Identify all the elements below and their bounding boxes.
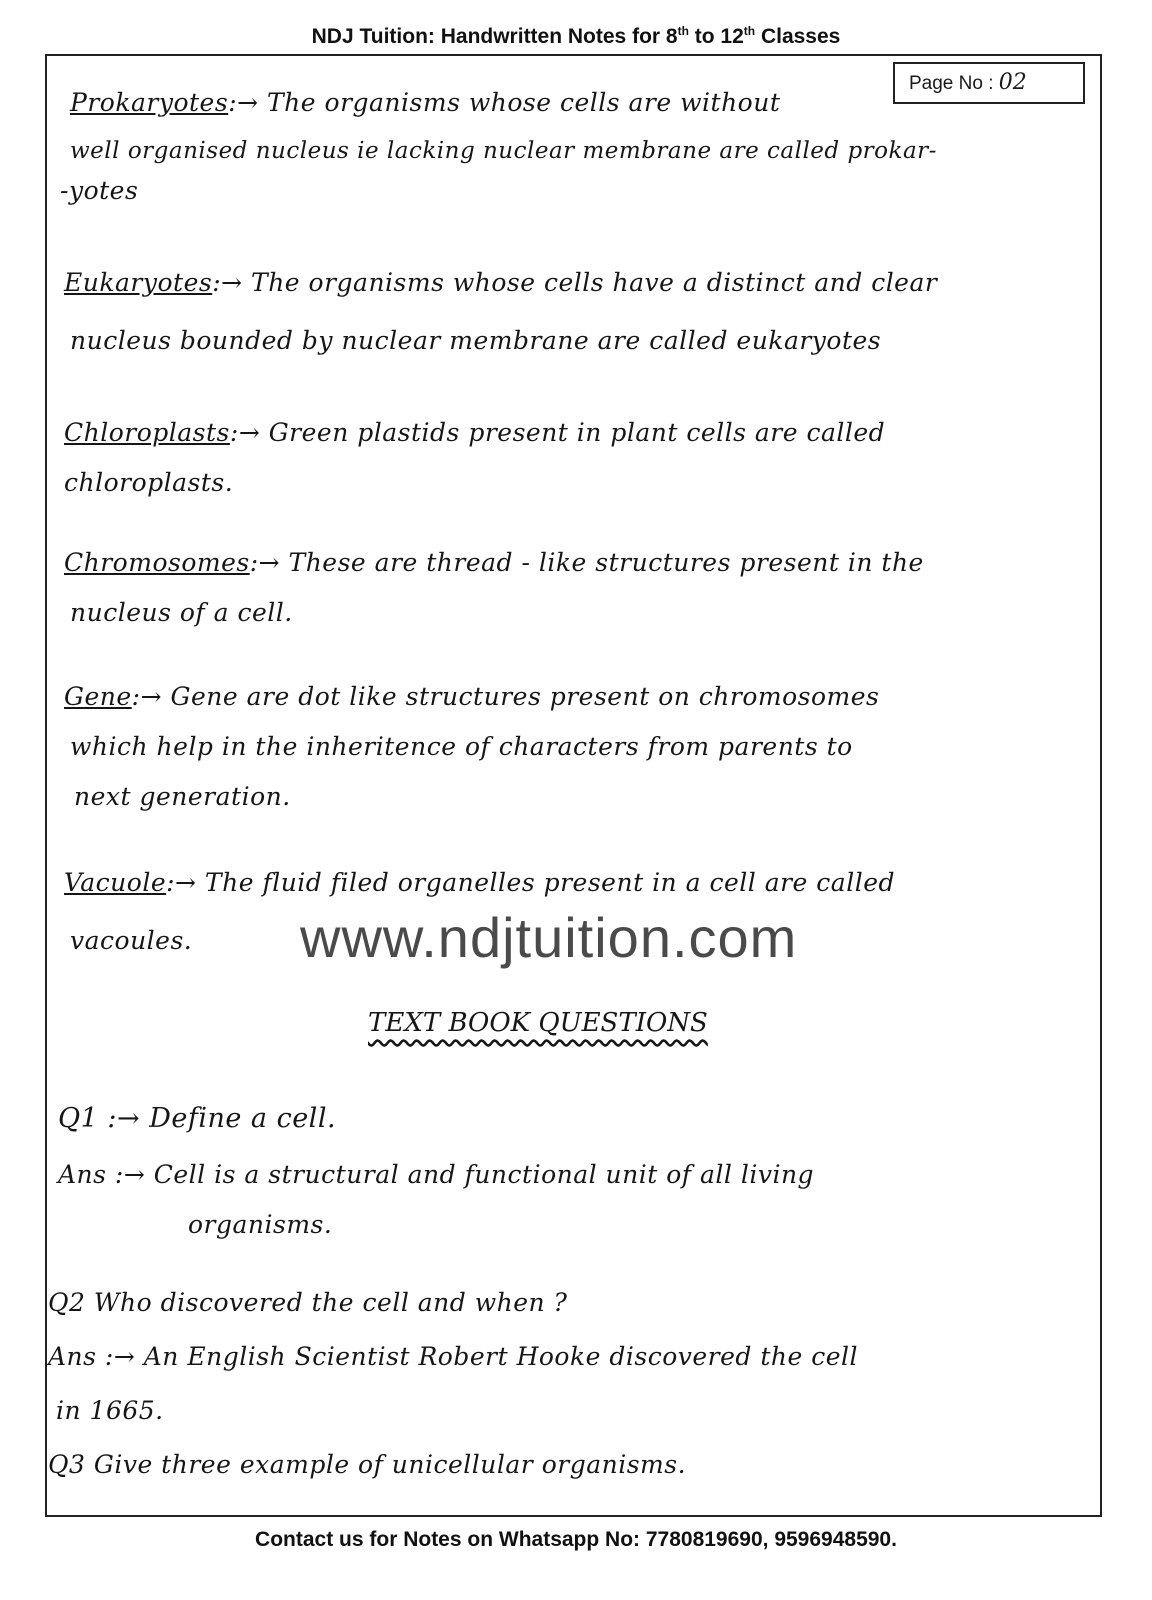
definition-text: :→ The organisms whose cells have a distinct and clear bbox=[212, 268, 938, 297]
definition-prokaryotes-line-1 bbox=[70, 88, 780, 118]
answer-2-line-1: Ans :→ An English Scientist Robert Hooke discovered the cell bbox=[48, 1342, 859, 1371]
term-chloroplasts: Chloroplasts bbox=[64, 418, 230, 447]
definition-gene-line-2: which help in the inheritence of characters from parents to bbox=[70, 732, 853, 761]
definition-text: :→ These are thread - like structures present in the bbox=[249, 548, 924, 577]
definition-chloroplasts-line-2: chloroplasts. bbox=[64, 468, 234, 497]
page-footer: Contact us for Notes on Whatsapp No: 7780819690, 9596948590. bbox=[255, 1528, 897, 1551]
definition-prokaryotes-line-3: -yotes bbox=[60, 176, 139, 205]
header-sup-1: th bbox=[677, 24, 689, 38]
definition-text: :→ The fluid filed organelles present in a cell are called bbox=[166, 868, 895, 897]
definition-chloroplasts-line-1 bbox=[64, 418, 885, 448]
header-title-pre: NDJ Tuition: Handwritten Notes for 8 bbox=[311, 25, 678, 48]
definition-chromosomes-line-2: nucleus of a cell. bbox=[70, 598, 293, 627]
term-vacuole: Vacuole bbox=[64, 868, 167, 897]
answer-1-line-2: organisms. bbox=[188, 1210, 333, 1239]
question-3: Q3 Give three example of unicellular organisms. bbox=[48, 1450, 687, 1479]
page-number-label: Page No : bbox=[909, 73, 994, 94]
definition-chromosomes-line-1 bbox=[64, 548, 924, 578]
definition-vacuole-line-2: vacoules. bbox=[70, 926, 193, 955]
header-title-post: Classes bbox=[755, 25, 841, 48]
website-watermark: www.ndjtuition.com bbox=[300, 906, 798, 969]
question-1: Q1 :→ Define a cell. bbox=[58, 1103, 337, 1134]
header-sup-2: th bbox=[743, 24, 756, 38]
term-eukaryotes: Eukaryotes bbox=[64, 268, 213, 297]
definition-eukaryotes-line-2: nucleus bounded by nuclear membrane are called eukaryotes bbox=[70, 326, 882, 355]
page-number-box bbox=[893, 62, 1085, 104]
term-chromosomes: Chromosomes bbox=[64, 548, 250, 577]
term-gene: Gene bbox=[64, 682, 132, 711]
definition-eukaryotes-line-1 bbox=[64, 268, 937, 298]
answer-2-line-2: in 1665. bbox=[56, 1396, 164, 1425]
definition-vacuole-line-1 bbox=[64, 868, 895, 898]
question-2: Q2 Who discovered the cell and when ? bbox=[48, 1288, 568, 1317]
page-number-value: 02 bbox=[998, 70, 1027, 95]
definition-gene-line-3: next generation. bbox=[74, 782, 291, 811]
definition-gene-line-1 bbox=[64, 682, 879, 712]
definition-text: :→ The organisms whose cells are without bbox=[228, 88, 781, 117]
answer-1-line-1: Ans :→ Cell is a structural and functional unit of all living bbox=[58, 1160, 815, 1189]
section-heading: TEXT BOOK QUESTIONS bbox=[368, 1008, 708, 1038]
header-title-mid: to 12 bbox=[688, 25, 744, 48]
definition-prokaryotes-line-2: well organised nucleus ie lacking nuclear membrane are called prokar- bbox=[70, 138, 937, 164]
term-prokaryotes: Prokaryotes bbox=[70, 88, 229, 117]
definition-text: :→ Green plastids present in plant cells are called bbox=[229, 418, 886, 447]
page-header bbox=[0, 24, 1152, 49]
definition-text: :→ Gene are dot like structures present on chromosomes bbox=[131, 682, 880, 711]
